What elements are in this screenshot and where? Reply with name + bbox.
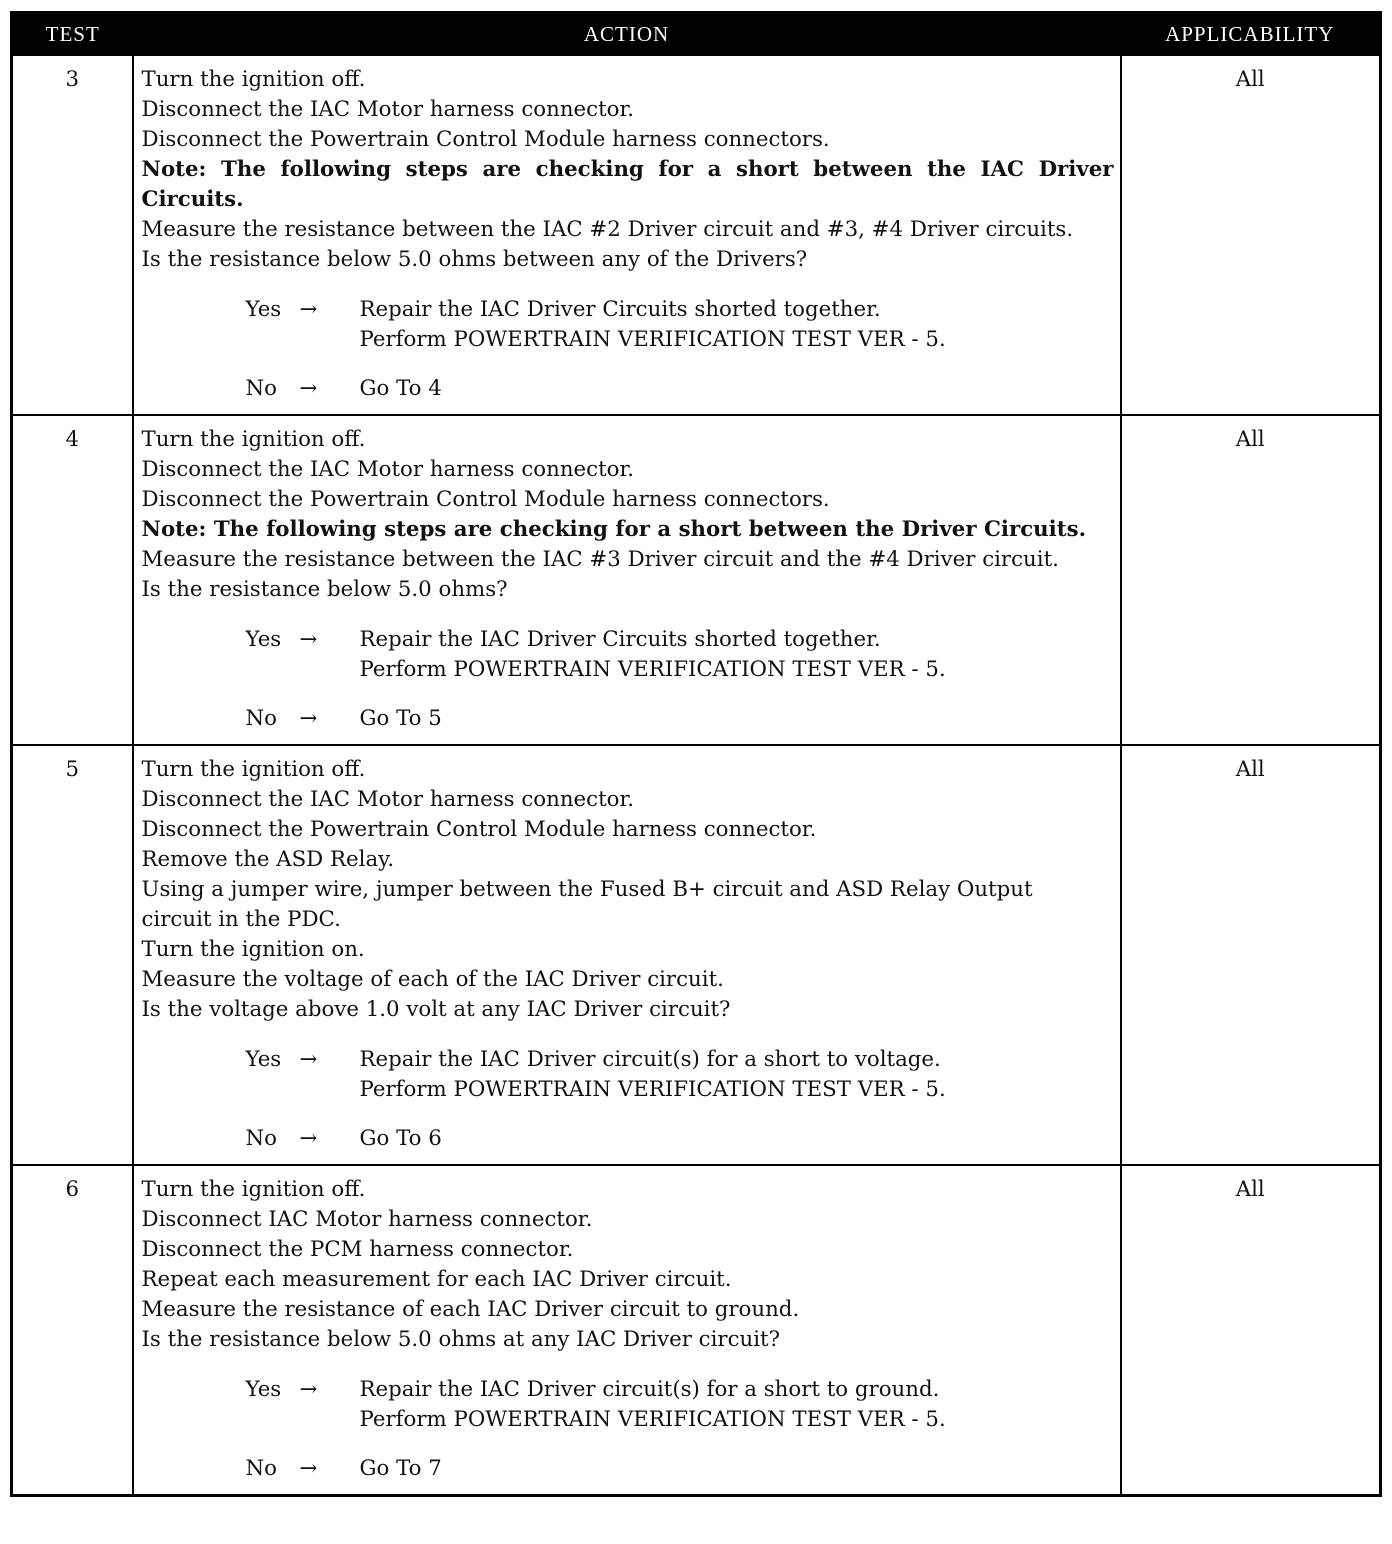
no-label: No (245, 1456, 277, 1481)
result-line: Go To 6 (359, 1126, 442, 1151)
applicability-value: All (1121, 1165, 1381, 1496)
yes-outcome (246, 1045, 1114, 1105)
yes-outcome (246, 1375, 1114, 1435)
outcome-choices (246, 1375, 1114, 1484)
action-step: Measure the resistance between the IAC #2 Driver circuit and #3, #4 Driver circuits. (141, 217, 1074, 242)
no-outcome (246, 374, 1114, 404)
outcome-choices (246, 295, 1114, 404)
yes-result (360, 1375, 946, 1435)
action-step: Disconnect the IAC Motor harness connector. (141, 787, 635, 812)
result-line: Perform POWERTRAIN VERIFICATION TEST VER - 5. (359, 327, 946, 352)
action-note: Note: The following steps are checking for a short between the Driver Circuits. (141, 517, 1086, 542)
outcome-choices (246, 625, 1114, 734)
action-step: Turn the ignition off. (141, 757, 366, 782)
table-row (12, 1165, 1381, 1496)
yes-outcome (246, 295, 1114, 355)
action-step: Turn the ignition off. (141, 427, 366, 452)
no-result (360, 1124, 442, 1154)
result-line: Repair the IAC Driver circuit(s) for a short to voltage. (359, 1047, 941, 1072)
action-step: Disconnect the IAC Motor harness connector. (141, 97, 635, 122)
right-arrow-icon: → (299, 706, 318, 731)
action-step: Is the resistance below 5.0 ohms at any IAC Driver circuit? (141, 1327, 781, 1352)
table-row (12, 55, 1381, 415)
action-step: Is the resistance below 5.0 ohms? (141, 577, 508, 602)
header-test: TEST (12, 13, 133, 56)
diagnostic-test-table (10, 11, 1382, 1497)
result-line: Repair the IAC Driver Circuits shorted together. (359, 297, 881, 322)
yes-label: Yes (245, 627, 282, 652)
yes-label: Yes (245, 297, 282, 322)
action-step: Turn the ignition off. (141, 67, 366, 92)
result-line: Repair the IAC Driver circuit(s) for a short to ground. (359, 1377, 940, 1402)
result-line: Perform POWERTRAIN VERIFICATION TEST VER - 5. (359, 657, 946, 682)
action-step: Turn the ignition off. (141, 1177, 366, 1202)
action-cell (133, 745, 1121, 1165)
action-step: Disconnect the Powertrain Control Module harness connectors. (141, 487, 830, 512)
yes-label: Yes (245, 1047, 282, 1072)
applicability-value: All (1121, 55, 1381, 415)
right-arrow-icon: → (299, 1047, 318, 1072)
action-step: Turn the ignition on. (141, 937, 365, 962)
action-step: Is the resistance below 5.0 ohms between any of the Drivers? (141, 247, 808, 272)
no-result (360, 704, 442, 734)
action-step: circuit in the PDC. (141, 907, 341, 932)
outcome-choices (246, 1045, 1114, 1154)
result-line: Perform POWERTRAIN VERIFICATION TEST VER - 5. (359, 1407, 946, 1432)
applicability-value: All (1121, 415, 1381, 745)
right-arrow-icon: → (299, 297, 318, 322)
action-step: Disconnect the Powertrain Control Module harness connector. (141, 817, 817, 842)
yes-result (360, 1045, 946, 1105)
no-label: No (245, 376, 277, 401)
result-line: Go To 4 (359, 376, 442, 401)
action-step: Measure the resistance between the IAC #3 Driver circuit and the #4 Driver circuit. (141, 547, 1059, 572)
action-step: Measure the voltage of each of the IAC Driver circuit. (141, 967, 724, 992)
action-step: Remove the ASD Relay. (141, 847, 395, 872)
action-step: Disconnect the Powertrain Control Module harness connectors. (141, 127, 830, 152)
applicability-value: All (1121, 745, 1381, 1165)
action-step: Using a jumper wire, jumper between the Fused B+ circuit and ASD Relay Output (141, 877, 1033, 902)
result-line: Go To 7 (359, 1456, 442, 1481)
no-outcome (246, 1124, 1114, 1154)
test-number: 3 (12, 55, 133, 415)
action-note: Note: The following steps are checking for a short between the IAC Driver Circuits. (141, 157, 1114, 212)
test-number: 4 (12, 415, 133, 745)
header-applicability: APPLICABILITY (1121, 13, 1381, 56)
action-cell (133, 55, 1121, 415)
yes-result (360, 625, 946, 685)
test-number: 5 (12, 745, 133, 1165)
yes-outcome (246, 625, 1114, 685)
table-row (12, 415, 1381, 745)
result-line: Go To 5 (359, 706, 442, 731)
right-arrow-icon: → (299, 1126, 318, 1151)
yes-result (360, 295, 946, 355)
no-label: No (245, 1126, 277, 1151)
table-row (12, 745, 1381, 1165)
no-label: No (245, 706, 277, 731)
right-arrow-icon: → (299, 1456, 318, 1481)
action-step: Is the voltage above 1.0 volt at any IAC Driver circuit? (141, 997, 731, 1022)
header-row (12, 13, 1381, 56)
no-result (360, 1454, 442, 1484)
right-arrow-icon: → (299, 376, 318, 401)
right-arrow-icon: → (299, 627, 318, 652)
result-line: Perform POWERTRAIN VERIFICATION TEST VER - 5. (359, 1077, 946, 1102)
action-step: Measure the resistance of each IAC Driver circuit to ground. (141, 1297, 800, 1322)
action-cell (133, 1165, 1121, 1496)
header-action: ACTION (133, 13, 1121, 56)
result-line: Repair the IAC Driver Circuits shorted together. (359, 627, 881, 652)
action-step: Disconnect the IAC Motor harness connector. (141, 457, 635, 482)
right-arrow-icon: → (299, 1377, 318, 1402)
test-number: 6 (12, 1165, 133, 1496)
action-step: Repeat each measurement for each IAC Driver circuit. (141, 1267, 732, 1292)
no-outcome (246, 704, 1114, 734)
table-body (12, 55, 1381, 1496)
no-result (360, 374, 442, 404)
action-step: Disconnect the PCM harness connector. (141, 1237, 574, 1262)
action-cell (133, 415, 1121, 745)
action-step: Disconnect IAC Motor harness connector. (141, 1207, 593, 1232)
yes-label: Yes (245, 1377, 282, 1402)
no-outcome (246, 1454, 1114, 1484)
